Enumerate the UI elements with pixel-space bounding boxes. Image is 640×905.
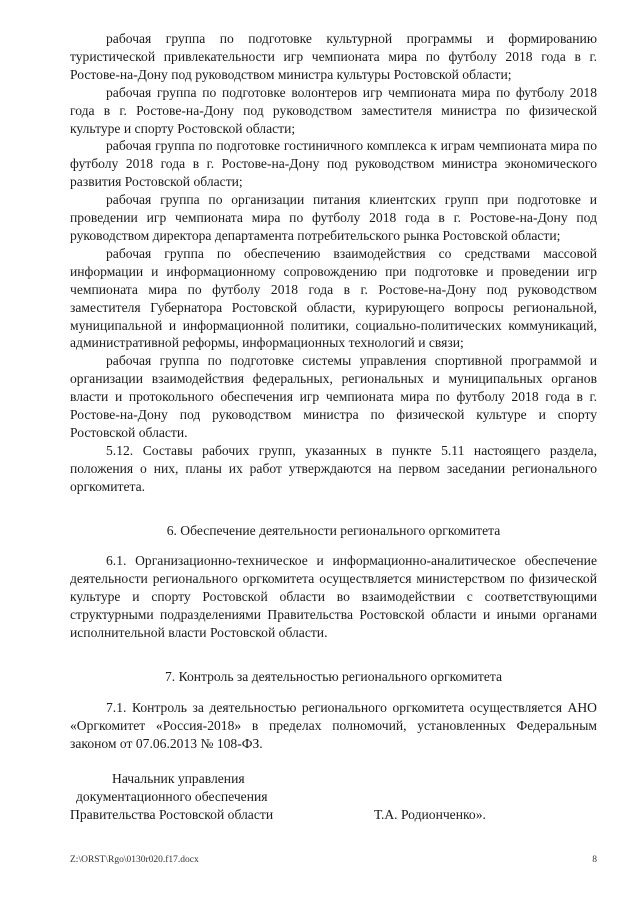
- page-number: 8: [592, 855, 597, 865]
- paragraph-catering-group: рабочая группа по организации питания клиентских групп при подготовке и проведении игр чемпионата мира по футболу 2018 года в г. Ростове-на-Дону под руководством директора департамента потребительского рынка Ростовской области;: [70, 192, 597, 243]
- paragraph-media-group: рабочая группа по обеспечению взаимодействия со средствами массовой информации и информационному сопровождению при подготовке и проведении игр чемпионата мира по футболу 2018 года в г. Ростове-на-Дону под руководством заместителя Губернатора Ростовской области, курирующего вопросы региональной, муниципальной и информационной политики, социально-политических коммуникаций, административной реформы, информационных технологий и связи;: [70, 245, 597, 351]
- paragraph-7-1: 7.1. Контроль за деятельностью регионального оргкомитета осуществляется АНО «Оргкомитет «Россия-2018» в пределах полномочий, установленных Федеральным законом от 07.06.2013 № 108-ФЗ.: [70, 699, 597, 751]
- paragraph-5-12: 5.12. Составы рабочих групп, указанных в пункте 5.11 настоящего раздела, положения о них, планы их работ утверждаются на первом заседании регионального оргкомитета.: [70, 442, 597, 494]
- signature-title-line-3: Правительства Ростовской области: [70, 806, 274, 822]
- signatory-name: Т.А. Родионченко».: [374, 806, 486, 822]
- document-body: [70, 30, 597, 753]
- section-7-heading: 7. Контроль за деятельностью регионального оргкомитета: [164, 669, 503, 684]
- signature-title-line-2: документационного обеспечения: [76, 788, 268, 804]
- section-6-heading: 6. Обеспечение деятельности регионального оргкомитета: [166, 522, 501, 538]
- file-path: Z:\ORST\Rgo\0130r020.f17.docx: [70, 855, 199, 865]
- paragraph-volunteer-group: рабочая группа по подготовке волонтеров игр чемпионата мира по футболу 2018 года в г. Ростове-на-Дону под руководством заместителя министра по физической культуре и спорту Ростовской области;: [70, 84, 597, 136]
- signature-block: [70, 770, 597, 824]
- paragraph-sport-program-group: рабочая группа по подготовке системы управления спортивной программой и организации взаимодействия федеральных, региональных и муниципальных органов власти и протокольного обеспечения игр чемпионата мира по футболу 2018 года в г. Ростове-на-Дону под руководством министра по физической культуре и спорту Ростовской области.: [70, 353, 597, 440]
- signature-title-line-1: Начальник управления: [112, 771, 245, 786]
- paragraph-6-1: 6.1. Организационно-техническое и информационно-аналитическое обеспечение деятельности регионального оргкомитета осуществляется министерством по физической культуре и спорту Ростовской области во взаимодействии с соответствующими структурными подразделениями Правительства Ростовской области и иными органами исполнительной власти Ростовской области.: [70, 553, 597, 641]
- paragraph-hotel-group: рабочая группа по подготовке гостиничного комплекса к играм чемпионата мира по футболу 2018 года в г. Ростове-на-Дону под руководством министра экономического развития Ростовской области;: [70, 138, 597, 190]
- paragraph-culture-group: рабочая группа по подготовке культурной программы и формированию туристической привлекательности игр чемпионата мира по футболу 2018 года в г. Ростове-на-Дону под руководством министра культуры Ростовской области;: [70, 31, 597, 82]
